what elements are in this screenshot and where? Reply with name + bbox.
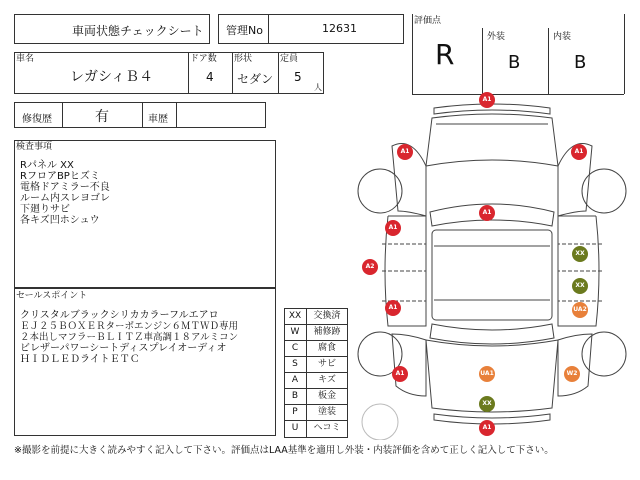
damage-marker-left-front-door: A1 <box>385 220 401 236</box>
legend-row-line <box>284 340 348 341</box>
damage-marker-right-rear-door: XX <box>572 278 588 294</box>
rating-border-left <box>412 14 413 94</box>
kanri-label: 管理No <box>226 24 263 37</box>
sales-item: ビレザーパワーシートディスプレイオーディオ <box>20 343 227 354</box>
history-div-3 <box>176 102 177 128</box>
damage-marker-front-bumper: A1 <box>479 92 495 108</box>
capacity-value: 5 <box>294 70 302 84</box>
damage-marker-trunk: UA1 <box>479 366 495 382</box>
repair-label: 修復歴 <box>22 114 52 125</box>
legend-meaning: キズ <box>318 375 336 385</box>
legend-meaning: サビ <box>317 359 336 369</box>
interior-label: 内装 <box>553 32 572 42</box>
rating-divider-2 <box>548 28 549 94</box>
sales-item: ＥＪ２５ＢＯＸＥＲターボエンジン６ＭＴＷＤ専用 <box>20 321 239 332</box>
doors-value: 4 <box>206 70 214 84</box>
vehicle-div-1 <box>188 52 189 94</box>
damage-marker-front-left-fender: A1 <box>397 144 413 160</box>
rating-divider-1 <box>482 28 483 94</box>
legend-meaning: 交換済 <box>313 311 341 321</box>
legend-row-line <box>284 372 348 373</box>
legend-row-line <box>284 404 348 405</box>
legend-row-line <box>284 356 348 357</box>
doors-label: ドア数 <box>190 54 217 64</box>
legend-code: S <box>292 359 298 369</box>
inspection-label: 検査事項 <box>16 142 53 152</box>
inspection-item: 各キズ凹ホシュウ <box>20 215 100 226</box>
legend-row-line <box>284 420 348 421</box>
legend-meaning: 腐食 <box>317 343 336 353</box>
inspection-item: ルーム内スレヨゴレ <box>20 193 110 204</box>
repair-value: 有 <box>95 109 109 125</box>
legend-code: C <box>291 343 299 353</box>
interior-value: B <box>574 52 587 73</box>
inspection-item: 電格ドアミラー不良 <box>20 182 110 193</box>
damage-marker-right-front-door: XX <box>572 246 588 262</box>
rating-border-bottom <box>412 94 624 95</box>
damage-marker-left-rear-door: A1 <box>385 300 401 316</box>
legend-meaning: ヘコミ <box>313 423 341 433</box>
shape-value: セダン <box>237 72 274 86</box>
sales-item: ２本出しマフラーＢＬＩＴＺ車高調１８アルミコン <box>20 332 239 343</box>
sales-item: ＨＩＤＬＥＤライトＥＴＣ <box>20 354 140 365</box>
overall-rating-label: 評価点 <box>414 16 442 26</box>
kanri-divider <box>268 14 269 44</box>
capacity-unit: 人 <box>314 83 322 92</box>
kanri-value: 12631 <box>322 22 357 35</box>
history-div-2 <box>142 102 143 128</box>
damage-marker-right-rear-quarter: UA2 <box>572 302 588 318</box>
legend-code: A <box>291 375 299 385</box>
damage-marker-left-rocker: A2 <box>362 259 378 275</box>
exterior-label: 外装 <box>487 32 506 42</box>
shape-label: 形状 <box>234 54 253 64</box>
footer-note: ※撮影を前提に大きく読みやすく記入して下さい。評価点はLAA基準を適用し外装・内装評価を含めて正しく記入して下さい。 <box>14 445 554 456</box>
damage-marker-rear-bumper: A1 <box>479 420 495 436</box>
damage-marker-roof-front: A1 <box>479 205 495 221</box>
car-history-label: 車歴 <box>148 114 168 125</box>
legend-code: W <box>290 327 300 337</box>
legend-code: B <box>291 391 299 401</box>
vehicle-div-2 <box>232 52 233 94</box>
damage-marker-front-right-fender: A1 <box>571 144 587 160</box>
damage-marker-left-rear-fender: A1 <box>392 366 408 382</box>
legend-row-line <box>284 324 348 325</box>
legend-code: XX <box>288 311 302 321</box>
car-diagram <box>352 96 632 440</box>
damage-marker-right-rear-fender: W2 <box>564 366 580 382</box>
legend-code: P <box>292 407 298 417</box>
legend-meaning: 補修跡 <box>313 327 341 337</box>
capacity-label: 定員 <box>280 54 299 64</box>
car-name-label: 車名 <box>16 54 35 64</box>
inspection-item: RフロアBPヒズミ <box>20 171 100 182</box>
damage-marker-rear-panel: XX <box>479 396 495 412</box>
sales-item: クリスタルブラックシリカカラーフルエアロ <box>20 310 219 321</box>
history-div-1 <box>62 102 63 128</box>
exterior-value: B <box>508 52 521 73</box>
vehicle-div-3 <box>278 52 279 94</box>
legend-code: U <box>291 423 299 433</box>
sales-label: セールスポイント <box>16 291 88 301</box>
car-name-value: レガシィＢ４ <box>70 69 154 85</box>
legend-meaning: 塗装 <box>317 407 336 417</box>
legend-meaning: 板金 <box>317 391 336 401</box>
legend-row-line <box>284 388 348 389</box>
inspection-item: Rパネル XX <box>20 160 74 171</box>
inspection-item: 下廻りサビ <box>20 204 70 215</box>
rating-border-right <box>624 14 625 94</box>
sheet-title: 車両状態チェックシート <box>72 24 204 38</box>
overall-rating-value: R <box>435 38 455 71</box>
